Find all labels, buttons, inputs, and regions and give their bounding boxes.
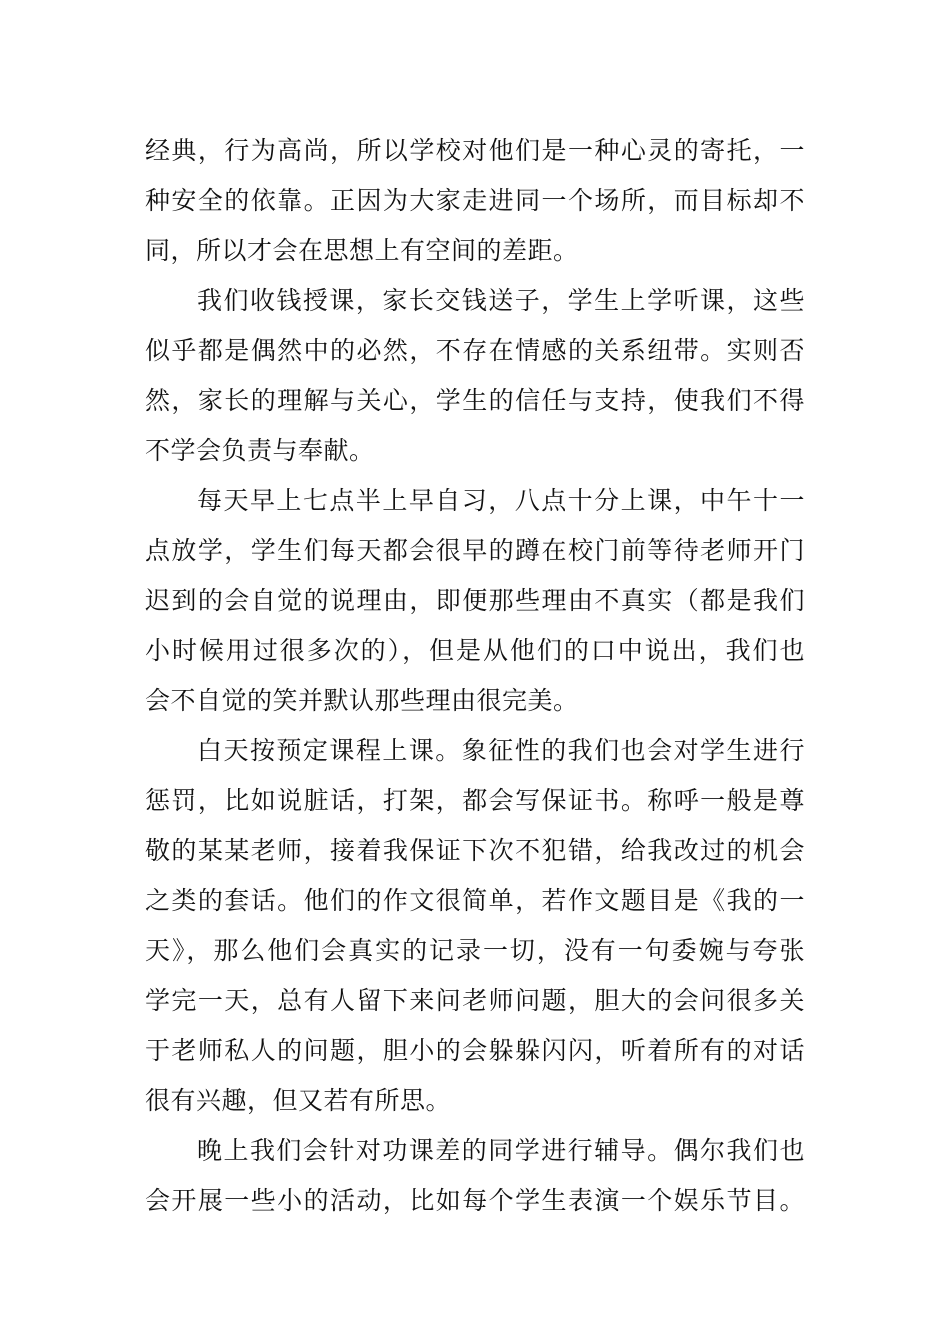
text-line: 迟到的会自觉的说理由，即便那些理由不真实（都是我们	[145, 586, 805, 615]
text-line: 不学会负责与奉献。	[145, 436, 375, 465]
text-line: 似乎都是偶然中的必然，不存在情感的关系纽带。实则否	[145, 336, 805, 365]
text-line: 经典，行为高尚，所以学校对他们是一种心灵的寄托，一	[145, 136, 805, 165]
text-line: 很有兴趣，但又若有所思。	[145, 1086, 452, 1115]
text-line: 点放学，学生们每天都会很早的蹲在校门前等待老师开门	[145, 536, 805, 565]
text-line: 敬的某某老师，接着我保证下次不犯错，给我改过的机会	[145, 836, 805, 865]
text-line: 于老师私人的问题，胆小的会躲躲闪闪，听着所有的对话	[145, 1036, 805, 1065]
text-line: 种安全的依靠。正因为大家走进同一个场所，而目标却不	[145, 186, 805, 215]
text-line: 会开展一些小的活动，比如每个学生表演一个娱乐节目。	[145, 1186, 805, 1215]
paragraph-first-line: 我们收钱授课，家长交钱送子，学生上学听课，这些	[197, 286, 805, 315]
text-line: 小时候用过很多次的），但是从他们的口中说出，我们也	[145, 636, 805, 665]
document-body	[145, 126, 805, 1226]
text-line: 同，所以才会在思想上有空间的差距。	[145, 236, 579, 265]
paragraph-first-line: 白天按预定课程上课。象征性的我们也会对学生进行	[197, 736, 805, 765]
text-line: 之类的套话。他们的作文很简单，若作文题目是《我的一	[145, 886, 805, 915]
paragraph-first-line: 晚上我们会针对功课差的同学进行辅导。偶尔我们也	[197, 1136, 805, 1165]
text-line: 学完一天，总有人留下来问老师问题，胆大的会问很多关	[145, 986, 805, 1015]
text-line: 然，家长的理解与关心，学生的信任与支持，使我们不得	[145, 386, 805, 415]
paragraph-first-line: 每天早上七点半上早自习，八点十分上课，中午十一	[197, 486, 805, 515]
text-line: 会不自觉的笑并默认那些理由很完美。	[145, 686, 579, 715]
text-line: 惩罚，比如说脏话，打架，都会写保证书。称呼一般是尊	[145, 786, 805, 815]
text-line: 天》，那么他们会真实的记录一切，没有一句委婉与夸张	[145, 936, 805, 965]
